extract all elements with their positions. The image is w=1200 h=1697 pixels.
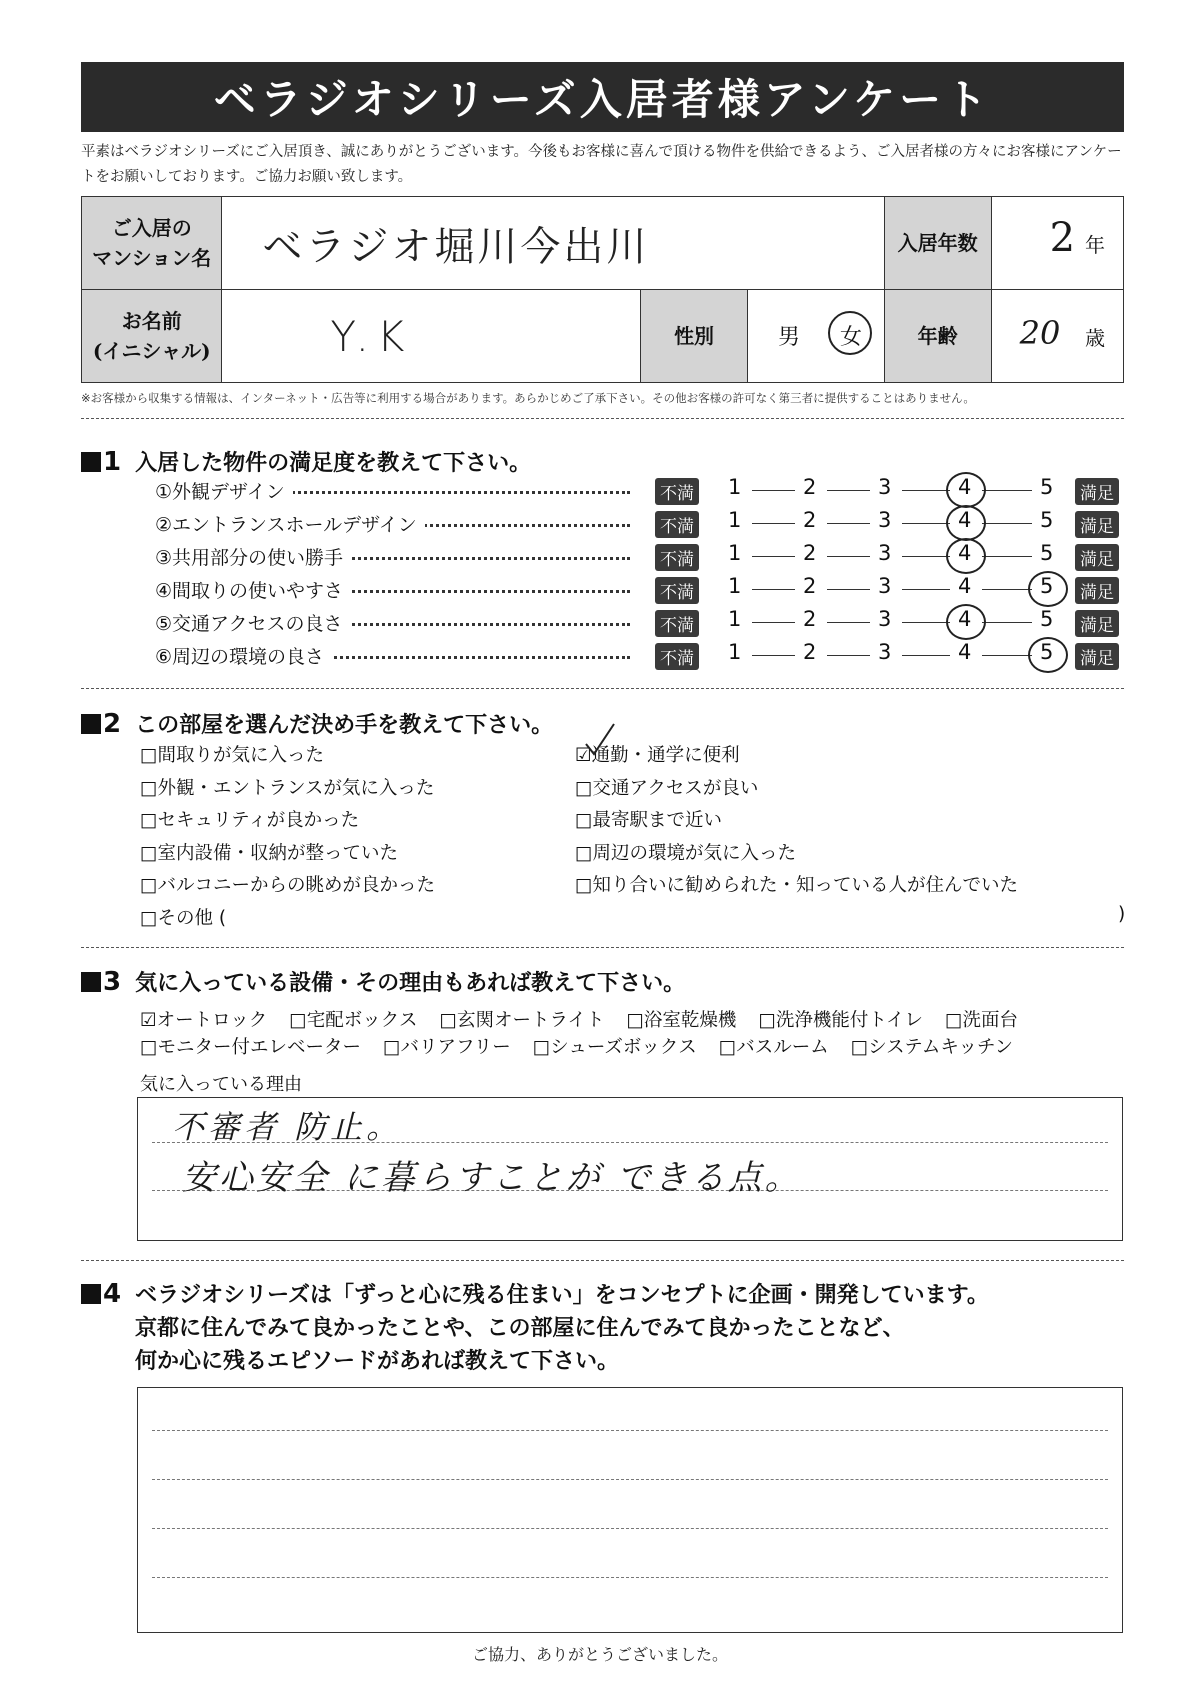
reason-checkbox[interactable]: □バルコニーからの眺めが良かった	[140, 875, 435, 896]
years-label: 入居年数	[884, 197, 991, 290]
age-field[interactable]	[991, 290, 1123, 383]
scale-connector	[827, 589, 870, 590]
scale-option-5[interactable]: 5	[1040, 640, 1054, 664]
scale-option-3[interactable]: 3	[878, 541, 892, 565]
section4-line-2: 京都に住んでみて良かったことや、この部屋に住んでみて良かったことなど、	[135, 1315, 905, 1341]
equipment-checkbox[interactable]: □シューズボックス	[532, 1037, 697, 1058]
satisfaction-item-label: ①外観デザイン	[155, 477, 293, 504]
scale-option-2[interactable]: 2	[803, 607, 817, 631]
name-field[interactable]: Y.K	[222, 290, 641, 383]
scale-option-2[interactable]: 2	[803, 574, 817, 598]
section-square-icon	[81, 972, 101, 992]
satisfied-badge: 満足	[1075, 577, 1119, 604]
years-field[interactable]	[991, 197, 1123, 290]
satisfaction-item-label: ⑥周辺の環境の良さ	[155, 642, 332, 669]
satisfaction-item-2	[155, 507, 635, 539]
scale-connector	[752, 556, 795, 557]
equipment-row-2	[140, 1033, 1013, 1059]
scale-option-3[interactable]: 3	[878, 607, 892, 631]
reason-textarea[interactable]	[137, 1097, 1123, 1241]
reason-checkbox[interactable]: □室内設備・収納が整っていた	[140, 842, 398, 864]
section1-heading: 1 入居した物件の満足度を教えて下さい。	[81, 446, 531, 477]
equipment-checkbox[interactable]: □モニター付エレベーター	[140, 1037, 361, 1058]
check-mark-icon	[580, 720, 620, 760]
reason-checkbox[interactable]: □最寄駅まで近い	[575, 810, 722, 831]
gender-field[interactable]	[747, 290, 884, 383]
satisfaction-item-5	[155, 606, 635, 638]
section4-line-3: 何か心に残るエピソードがあれば教えて下さい。	[135, 1348, 620, 1374]
scale-connector	[827, 556, 870, 557]
scale-option-5[interactable]: 5	[1040, 607, 1054, 631]
satisfaction-item-label: ②エントランスホールデザイン	[155, 510, 425, 537]
scale-option-1[interactable]: 1	[728, 640, 742, 664]
equipment-checkbox[interactable]: □宅配ボックス	[289, 1010, 418, 1031]
scale-option-4[interactable]: 4	[958, 607, 972, 631]
scale-connector	[902, 589, 950, 590]
satisfied-badge: 満足	[1075, 511, 1119, 538]
section-square-icon	[81, 714, 101, 734]
info-table	[81, 196, 1124, 383]
reason-checkbox[interactable]: □周辺の環境が気に入った	[575, 842, 796, 864]
scale-option-3[interactable]: 3	[878, 475, 892, 499]
reason-checkbox[interactable]: □間取りが気に入った	[140, 745, 324, 766]
scale-connector	[902, 622, 950, 623]
section-square-icon	[81, 1284, 101, 1304]
scale-connector	[752, 523, 795, 524]
scale-connector	[752, 589, 795, 590]
divider	[81, 1260, 1124, 1261]
scale-option-3[interactable]: 3	[878, 508, 892, 532]
scale-connector	[902, 556, 950, 557]
reason-checkbox[interactable]: □その他 (	[140, 907, 227, 929]
age-value: 20	[1019, 314, 1061, 352]
satisfaction-item-4	[155, 573, 635, 605]
equipment-checkbox[interactable]: □洗面台	[945, 1010, 1018, 1031]
equipment-checkbox[interactable]: □玄関オートライト	[439, 1010, 605, 1031]
scale-option-4[interactable]: 4	[958, 508, 972, 532]
satisfaction-item-label: ③共用部分の使い勝手	[155, 543, 351, 570]
scale-connector	[982, 523, 1032, 524]
satisfied-badge: 満足	[1075, 643, 1119, 670]
section4-heading: 4 ベラジオシリーズは「ずっと心に残る住まい」をコンセプトに企画・開発しています。	[81, 1278, 989, 1309]
satisfied-badge: 満足	[1075, 478, 1119, 505]
scale-option-5[interactable]: 5	[1040, 541, 1054, 565]
satisfaction-item-label: ⑤交通アクセスの良さ	[155, 609, 350, 636]
dotted-leader	[275, 491, 630, 494]
scale-option-5[interactable]: 5	[1040, 574, 1054, 598]
scale-option-5[interactable]: 5	[1040, 508, 1054, 532]
reason-line-1: 不審者 防止。	[172, 1108, 403, 1146]
scale-option-1[interactable]: 1	[728, 475, 742, 499]
age-unit: 歳	[1085, 326, 1105, 350]
satisfaction-item-1	[155, 474, 635, 506]
dissatisfied-badge: 不満	[655, 577, 699, 604]
reason-checkbox[interactable]: □知り合いに勧められた・知っている人が住んでいた	[575, 875, 1018, 896]
equipment-checkbox[interactable]: □浴室乾燥機	[626, 1010, 737, 1031]
other-close-paren: )	[1118, 904, 1126, 925]
scale-connector	[827, 523, 870, 524]
scale-option-4[interactable]: 4	[958, 475, 972, 499]
scale-connector	[982, 556, 1032, 557]
privacy-disclaimer: ※お客様から収集する情報は、インターネット・広告等に利用する場合があります。あらかじめご了承下さい。その他お客様の許可なく第三者に提供することはありません。	[81, 391, 975, 405]
scale-connector	[752, 622, 795, 623]
scale-connector	[752, 655, 795, 656]
section3-heading: 3 気に入っている設備・その理由もあれば教えて下さい。	[81, 966, 685, 997]
dissatisfied-badge: 不満	[655, 643, 699, 670]
scale-option-2[interactable]: 2	[803, 541, 817, 565]
satisfaction-item-6	[155, 639, 635, 671]
section2-heading: 2 この部屋を選んだ決め手を教えて下さい。	[81, 708, 553, 739]
satisfied-badge: 満足	[1075, 544, 1119, 571]
equipment-checkbox[interactable]: □バリアフリー	[382, 1037, 511, 1058]
scale-option-3[interactable]: 3	[878, 574, 892, 598]
scale-option-1[interactable]: 1	[728, 574, 742, 598]
dissatisfied-badge: 不満	[655, 610, 699, 637]
reason-checkbox[interactable]: ☑通勤・通学に便利	[575, 745, 740, 766]
divider	[81, 688, 1124, 689]
reason-line-2: 安心安全 に暮らすことが できる点。	[182, 1158, 802, 1198]
episode-textarea[interactable]	[137, 1387, 1123, 1633]
gender-male[interactable]: 男	[777, 325, 800, 350]
age-label: 年齢	[884, 290, 991, 383]
section-square-icon	[81, 452, 101, 472]
mansion-name-field[interactable]: ベラジオ堀川今出川	[222, 197, 884, 290]
equipment-checkbox[interactable]: □システムキッチン	[850, 1037, 1014, 1058]
scale-connector	[902, 523, 950, 524]
divider	[81, 947, 1124, 948]
selected-rating-circle	[946, 604, 986, 640]
selected-rating-circle	[1028, 571, 1068, 607]
dissatisfied-badge: 不満	[655, 478, 699, 505]
intro-text: 平素はベラジオシリーズにご入居頂き、誠にありがとうございます。今後もお客様に喜んで頂ける物件を供給できるよう、ご入居者様の方々にお客様にアンケートをお願いしております。ご協力お願い致します。	[81, 144, 1122, 185]
scale-option-4[interactable]: 4	[958, 640, 972, 664]
scale-option-1[interactable]: 1	[728, 607, 742, 631]
satisfied-badge: 満足	[1075, 610, 1119, 637]
thank-you-footer: ご協力、ありがとうございました。	[471, 1645, 728, 1664]
name-label: お名前 (イニシャル)	[82, 290, 222, 383]
dissatisfied-badge: 不満	[655, 544, 699, 571]
selected-rating-circle	[946, 505, 986, 541]
scale-connector	[982, 490, 1032, 491]
reason-checkbox[interactable]: □セキュリティが良かった	[140, 810, 360, 831]
scale-option-1[interactable]: 1	[728, 508, 742, 532]
scale-connector	[982, 589, 1032, 590]
gender-female[interactable]: 女	[839, 325, 862, 350]
reason-checkbox[interactable]: □交通アクセスが良い	[575, 777, 759, 799]
scale-connector	[902, 490, 950, 491]
scale-option-5[interactable]: 5	[1040, 475, 1054, 499]
equipment-checkbox[interactable]: ☑オートロック	[140, 1010, 268, 1031]
scale-option-2[interactable]: 2	[803, 508, 817, 532]
scale-option-3[interactable]: 3	[878, 640, 892, 664]
scale-connector	[752, 490, 795, 491]
scale-connector	[827, 622, 870, 623]
scale-option-4[interactable]: 4	[958, 541, 972, 565]
scale-option-2[interactable]: 2	[803, 640, 817, 664]
divider	[81, 418, 1124, 419]
page-title: ベラジオシリーズ入居者様アンケート	[81, 62, 1124, 132]
scale-option-2[interactable]: 2	[803, 475, 817, 499]
selected-rating-circle	[1028, 637, 1068, 673]
equipment-checkbox[interactable]: □バスルーム	[718, 1037, 829, 1058]
scale-connector	[902, 655, 950, 656]
reason-label: 気に入っている理由	[140, 1074, 302, 1095]
dissatisfied-badge: 不満	[655, 511, 699, 538]
gender-selected-circle	[828, 311, 872, 355]
scale-option-1[interactable]: 1	[728, 541, 742, 565]
scale-connector	[827, 655, 870, 656]
equipment-row-1	[140, 1006, 1018, 1032]
scale-option-4[interactable]: 4	[958, 574, 972, 598]
mansion-label: ご入居の マンション名	[82, 197, 222, 290]
scale-connector	[827, 490, 870, 491]
selected-rating-circle	[946, 538, 986, 574]
scale-connector	[982, 655, 1032, 656]
selected-rating-circle	[946, 472, 986, 508]
gender-label: 性別	[641, 290, 748, 383]
scale-connector	[982, 622, 1032, 623]
years-value: 2	[1049, 215, 1076, 261]
reason-checkbox[interactable]: □外観・エントランスが気に入った	[140, 777, 435, 799]
years-unit: 年	[1085, 233, 1105, 257]
satisfaction-item-label: ④間取りの使いやすさ	[155, 576, 351, 603]
satisfaction-item-3	[155, 540, 635, 572]
equipment-checkbox[interactable]: □洗浄機能付トイレ	[758, 1010, 923, 1031]
